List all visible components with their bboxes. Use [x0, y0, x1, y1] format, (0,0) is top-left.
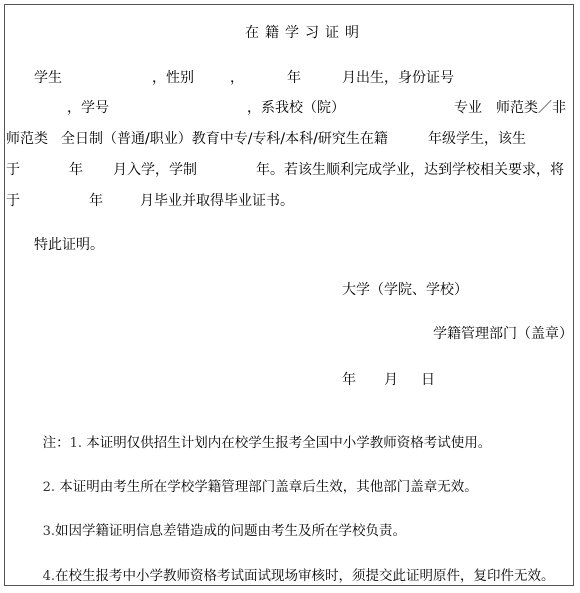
university-signature: 大学（学院、学校）: [342, 282, 468, 298]
note-2: [34, 460, 478, 497]
enroll-label: 月入学，学制: [113, 162, 197, 178]
note-1-prefix: 注：: [42, 435, 70, 451]
note-2-text: 本证明由考生所在学校学籍管理部门盖章后生效，其他部门盖章无效。: [59, 479, 478, 495]
school-label: ，系我校（院）: [247, 100, 345, 116]
note-3: [34, 504, 406, 541]
program-length-text: 年。若该生顺利完成学业，达到学校相关要求，将: [256, 162, 564, 178]
note-3-text: 如因学籍证明信息差错造成的问题由考生及所在学校负责。: [55, 523, 406, 539]
birth-month-id-label: 月出生，身份证号: [342, 70, 454, 86]
note-2-number: 2.: [42, 480, 55, 495]
note-3-number: 3.: [42, 524, 55, 539]
date-month: 月: [384, 372, 398, 388]
note-1-text: 本证明仅供招生计划内在校学生报考全国中小学教师资格考试使用。: [86, 435, 492, 451]
enroll-prefix: 于: [6, 162, 20, 178]
teacher-category-label: 师范类／非: [496, 100, 566, 116]
note-4: [34, 549, 555, 586]
note-4-number: 4.: [42, 569, 55, 584]
document-title: 在籍学习证明: [245, 25, 365, 41]
date-year: 年: [342, 372, 356, 388]
document-frame: [4, 4, 574, 586]
enroll-year-label: 年: [69, 162, 83, 178]
teacher-category-end: 师范类: [6, 131, 48, 147]
student-label: 学生: [34, 70, 62, 86]
student-no-label: ，学号: [67, 100, 109, 116]
major-label: 专业: [454, 100, 482, 116]
department-seal: 学籍管理部门（盖章）: [433, 326, 573, 342]
comma: ，: [230, 70, 244, 86]
study-type-text: 全日制（普通/职业）教育中专/专科/本科/研究生在籍: [61, 131, 388, 147]
grade-label: 年级学生，该生: [428, 131, 526, 147]
graduate-label: 月毕业并取得毕业证书。: [140, 193, 294, 209]
note-1-number: 1.: [69, 436, 82, 451]
birth-year-label: 年: [287, 70, 301, 86]
date-day: 日: [421, 372, 435, 388]
note-1: [34, 416, 491, 453]
note-4-text: 在校生报考中小学教师资格考试面试现场审核时，须提交此证明原件，复印件无效。: [55, 568, 555, 584]
gender-label: ，性别: [152, 70, 194, 86]
certify-text: 特此证明。: [34, 237, 104, 253]
graduate-prefix: 于: [6, 193, 20, 209]
graduate-year-label: 年: [89, 193, 103, 209]
